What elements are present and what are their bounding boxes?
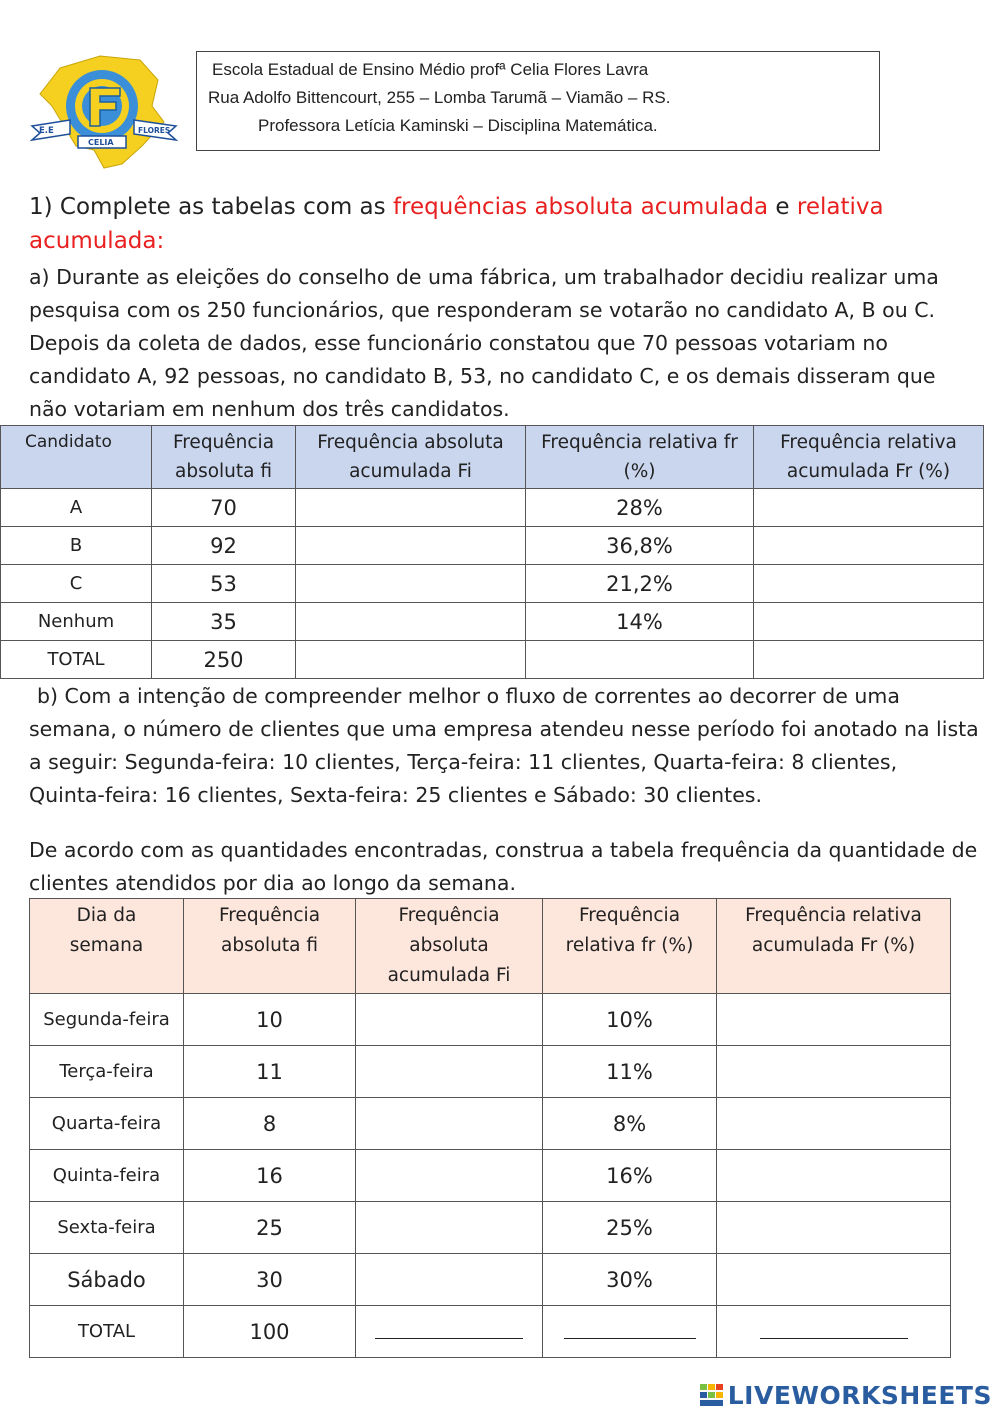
school-logo-icon <box>30 50 180 170</box>
rel-cum-freq-input[interactable] <box>717 1306 951 1358</box>
rel-freq-cell: 30% <box>543 1254 717 1306</box>
answer-blank-line <box>564 1328 696 1339</box>
header-rel-freq: Frequência relativa fr (%) <box>526 426 754 489</box>
abs-freq-cell: 25 <box>184 1202 356 1254</box>
rel-cum-freq-input[interactable] <box>754 641 984 679</box>
abs-cum-freq-input[interactable] <box>356 1306 543 1358</box>
row-label: Quinta-feira <box>30 1150 184 1202</box>
table-row <box>30 1098 951 1150</box>
row-label: Quarta-feira <box>30 1098 184 1150</box>
rel-freq-cell: 36,8% <box>526 527 754 565</box>
table-row <box>30 1046 951 1098</box>
row-label: A <box>1 489 152 527</box>
rel-cum-freq-input[interactable] <box>754 527 984 565</box>
q1-prefix: 1) Complete as tabelas com as <box>29 194 393 220</box>
table-row <box>30 1254 951 1306</box>
header-rel-cum-freq: Frequência relativa acumulada Fr (%) <box>717 899 951 994</box>
table-row <box>30 994 951 1046</box>
rel-freq-cell: 14% <box>526 603 754 641</box>
header-abs-freq: Frequência absoluta fi <box>152 426 296 489</box>
abs-cum-freq-input[interactable] <box>296 489 526 527</box>
header-weekday: Dia da semana <box>30 899 184 994</box>
answer-blank-line <box>375 1328 523 1339</box>
table-row <box>30 1202 951 1254</box>
row-label: Sábado <box>30 1254 184 1306</box>
table-row <box>30 1150 951 1202</box>
part-a-text: a) Durante as eleições do conselho de uma fábrica, um trabalhador decidiu realizar uma pesquisa com os 250 funcionários, que responderam se votarão no candidato A, B ou C. Depois da coleta de dados, esse funcionário constatou que 70 pessoas votariam no candidato A, 92 pessoas, no candidato B, 53, no candidato C, e os demais disseram que não votariam em nenhum dos três candidatos. <box>29 265 939 421</box>
rel-cum-freq-input[interactable] <box>717 1098 951 1150</box>
header-abs-cum-freq: Frequência absoluta acumulada Fi <box>296 426 526 489</box>
logo-text-left: E.E <box>39 126 54 136</box>
row-label: Sexta-feira <box>30 1202 184 1254</box>
rel-cum-freq-input[interactable] <box>717 1254 951 1306</box>
header-abs-freq: Frequência absoluta fi <box>184 899 356 994</box>
brand-text: LIVEWORKSHEETS <box>727 1380 992 1410</box>
q1-middle: e <box>768 194 797 220</box>
table-candidates <box>0 425 984 679</box>
abs-freq-cell: 70 <box>152 489 296 527</box>
table-row <box>1 527 984 565</box>
liveworksheets-brand[interactable] <box>700 1380 992 1410</box>
logo-text-right: FLORES <box>138 126 171 135</box>
rel-freq-cell: 10% <box>543 994 717 1046</box>
abs-cum-freq-input[interactable] <box>356 1098 543 1150</box>
row-label: B <box>1 527 152 565</box>
abs-freq-cell: 92 <box>152 527 296 565</box>
abs-cum-freq-input[interactable] <box>356 994 543 1046</box>
abs-cum-freq-input[interactable] <box>356 1046 543 1098</box>
rel-freq-input[interactable] <box>543 1306 717 1358</box>
rel-cum-freq-input[interactable] <box>717 1150 951 1202</box>
abs-freq-cell: 8 <box>184 1098 356 1150</box>
table-header-row <box>1 426 984 489</box>
part-b-text: b) Com a intenção de compreender melhor o fluxo de correntes ao decorrer de uma semana, o número de clientes que uma empresa atendeu nesse período foi anotado na lista a seguir: Segunda-feira: 10 clientes, Terça-feira: 11 clientes, Quarta-feira: 8 clientes, Quinta-feira: 16 clientes, Sexta-feira: 25 clientes e Sábado: 30 clientes. <box>29 684 979 807</box>
row-label: C <box>1 565 152 603</box>
abs-cum-freq-input[interactable] <box>356 1150 543 1202</box>
q1-highlight-relative: relativa acumulada: <box>29 194 884 254</box>
part-b-instruction: De acordo com as quantidades encontradas, construa a tabela frequência da quantidade de clientes atendidos por dia ao longo da semana. <box>29 838 978 895</box>
abs-freq-cell: 250 <box>152 641 296 679</box>
abs-cum-freq-input[interactable] <box>296 641 526 679</box>
abs-freq-cell: 10 <box>184 994 356 1046</box>
school-name: Escola Estadual de Ensino Médio profª Celia Flores Lavra <box>212 60 649 79</box>
school-address: Rua Adolfo Bittencourt, 255 – Lomba Tarumã – Viamão – RS. <box>208 88 671 107</box>
abs-cum-freq-input[interactable] <box>296 527 526 565</box>
rel-freq-input[interactable] <box>526 641 754 679</box>
rel-freq-cell: 8% <box>543 1098 717 1150</box>
row-label: Terça-feira <box>30 1046 184 1098</box>
rel-cum-freq-input[interactable] <box>717 1202 951 1254</box>
table-header-row <box>30 899 951 994</box>
question-1-title <box>29 190 979 258</box>
row-label: TOTAL <box>1 641 152 679</box>
rel-freq-cell: 25% <box>543 1202 717 1254</box>
header-candidate: Candidato <box>1 426 152 489</box>
table-row <box>1 565 984 603</box>
q1-highlight-absolute: frequências absoluta acumulada <box>392 194 769 220</box>
rel-cum-freq-input[interactable] <box>754 489 984 527</box>
row-label: Nenhum <box>1 603 152 641</box>
abs-freq-cell: 35 <box>152 603 296 641</box>
abs-freq-cell: 100 <box>184 1306 356 1358</box>
row-label: Segunda-feira <box>30 994 184 1046</box>
abs-freq-cell: 30 <box>184 1254 356 1306</box>
answer-blank-line <box>760 1328 908 1339</box>
table-row-total <box>1 641 984 679</box>
abs-freq-cell: 16 <box>184 1150 356 1202</box>
header-rel-freq: Frequência relativa fr (%) <box>543 899 717 994</box>
teacher-discipline: Professora Letícia Kaminski – Disciplina Matemática. <box>258 116 658 135</box>
abs-cum-freq-input[interactable] <box>356 1254 543 1306</box>
rel-freq-cell: 11% <box>543 1046 717 1098</box>
abs-cum-freq-input[interactable] <box>296 603 526 641</box>
table-weekdays <box>29 898 951 1358</box>
rel-cum-freq-input[interactable] <box>754 565 984 603</box>
abs-freq-cell: 53 <box>152 565 296 603</box>
rel-freq-cell: 21,2% <box>526 565 754 603</box>
rel-cum-freq-input[interactable] <box>717 1046 951 1098</box>
school-logo <box>30 50 180 170</box>
school-header <box>196 51 880 151</box>
rel-freq-cell: 16% <box>543 1150 717 1202</box>
rel-cum-freq-input[interactable] <box>754 603 984 641</box>
header-rel-cum-freq: Frequência relativa acumulada Fr (%) <box>754 426 984 489</box>
logo-text-bottom: CELIA <box>88 138 114 147</box>
table-row <box>1 489 984 527</box>
header-abs-cum-freq: Frequência absoluta acumulada Fi <box>356 899 543 994</box>
abs-freq-cell: 11 <box>184 1046 356 1098</box>
table-row <box>1 603 984 641</box>
table-row-total <box>30 1306 951 1358</box>
liveworksheets-logo-icon <box>700 1384 724 1406</box>
abs-cum-freq-input[interactable] <box>356 1202 543 1254</box>
rel-cum-freq-input[interactable] <box>717 994 951 1046</box>
rel-freq-cell: 28% <box>526 489 754 527</box>
abs-cum-freq-input[interactable] <box>296 565 526 603</box>
row-label: TOTAL <box>30 1306 184 1358</box>
